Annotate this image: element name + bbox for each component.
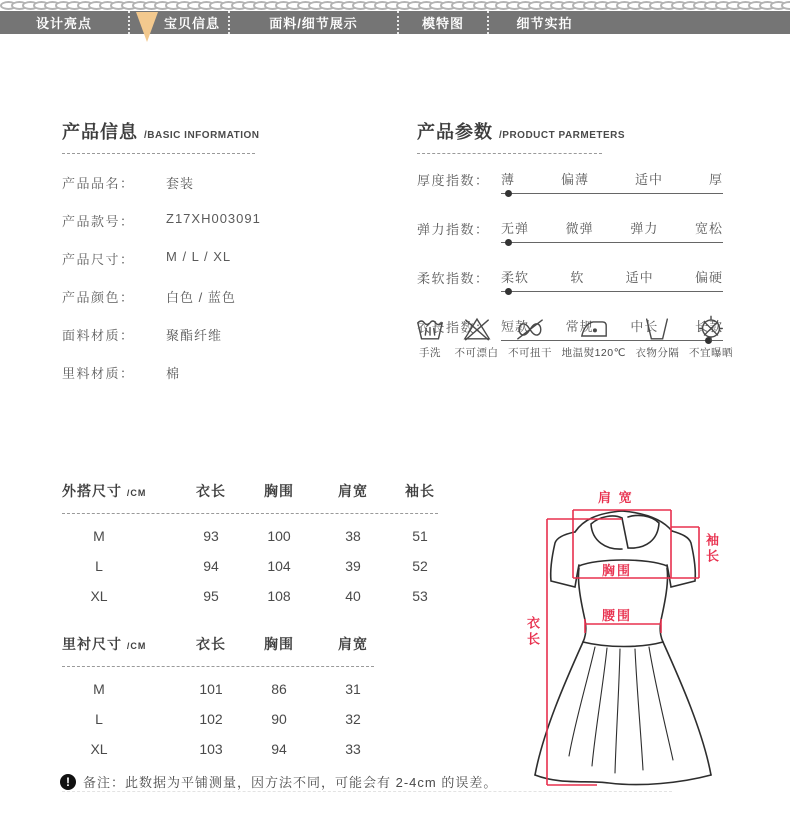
measurement-note xyxy=(60,772,497,791)
no-sun-icon xyxy=(696,315,726,342)
info-row-lining-fabric: 里料材质： 棉 xyxy=(62,366,181,381)
bust-label: 胸围 xyxy=(602,563,633,578)
col-header: 胸围 xyxy=(264,636,294,652)
tab-label: 宝贝信息 xyxy=(163,16,220,31)
divider xyxy=(417,153,602,154)
parameters-title: 产品参数 /PRODUCT PARMETERS xyxy=(417,122,626,142)
elasticity-gauge: 无弹 微弹 弹力 宽松 xyxy=(501,218,723,252)
parameters-subtitle: /PRODUCT PARMETERS xyxy=(499,130,626,141)
thickness-index-row: 厚度指数： 薄 偏薄 适中 厚 xyxy=(417,169,729,203)
thickness-gauge: 薄 偏薄 适中 厚 xyxy=(501,169,723,203)
sleeve-length-label: 袖长 xyxy=(704,533,719,565)
bottom-divider xyxy=(62,791,672,792)
info-row-shell-fabric: 面料材质： 聚酯纤维 xyxy=(62,328,223,343)
length-index-row: 衣长指数： 短款 常规 中长 长款 xyxy=(417,316,729,350)
length-gauge: 短款 常规 中长 长款 xyxy=(501,316,723,350)
tab-model-photos[interactable] xyxy=(397,11,487,34)
table-row: L 102 90 32 xyxy=(95,711,361,727)
tab-label: 面料/细节展示 xyxy=(269,16,358,31)
tab-label: 细节实拍 xyxy=(516,16,573,31)
tab-product-info[interactable] xyxy=(128,11,228,34)
col-header: 衣长 xyxy=(196,483,226,499)
lining-size-table xyxy=(62,634,452,757)
table-row: M 93 100 38 51 xyxy=(93,528,428,544)
col-header: 胸围 xyxy=(264,483,294,499)
divider xyxy=(62,666,374,667)
shoulder-width-label: 肩 宽 xyxy=(598,490,634,505)
outer-garment-size-table xyxy=(62,481,452,604)
table-row: XL 95 108 40 53 xyxy=(90,588,428,604)
waist-label: 腰围 xyxy=(602,608,633,623)
table-title: 里衬尺寸 /CM xyxy=(62,636,147,652)
tab-design-highlights[interactable] xyxy=(0,11,128,34)
tab-detail-shots[interactable] xyxy=(487,11,600,34)
elasticity-index-row: 弹力指数： 无弹 微弹 弹力 宽松 xyxy=(417,218,729,252)
tab-fabric-details[interactable] xyxy=(228,11,397,34)
size-tables xyxy=(62,481,452,787)
table-row: XL 103 94 33 xyxy=(90,741,361,757)
tab-label: 设计亮点 xyxy=(35,16,92,31)
dress-measurement-diagram xyxy=(495,470,755,800)
hand-wash-icon xyxy=(415,315,445,342)
separate-wash-icon xyxy=(642,315,672,342)
softness-index-row: 柔软指数： 柔软 软 适中 偏硬 xyxy=(417,267,729,301)
divider xyxy=(62,153,255,154)
col-header: 肩宽 xyxy=(338,483,368,499)
col-header: 肩宽 xyxy=(338,636,368,652)
gauge-dot xyxy=(505,190,512,197)
exclamation-icon: ! xyxy=(60,774,76,790)
info-row-name: 产品品名： 套装 xyxy=(62,176,195,191)
divider xyxy=(62,513,438,514)
care-separate-wash: 衣物分隔 xyxy=(635,315,679,360)
info-row-style-number: 产品款号： Z17XH003091 xyxy=(62,211,261,229)
care-instructions xyxy=(415,315,733,360)
section-nav-bar xyxy=(0,11,790,34)
table-row: M 101 86 31 xyxy=(93,681,361,697)
care-no-wring: 不可扭干 xyxy=(508,315,552,360)
info-row-colors: 产品颜色： 白色 / 蓝色 xyxy=(62,290,236,305)
basic-info-title: 产品信息 /BASIC INFORMATION xyxy=(62,122,260,142)
care-low-iron: 地温熨120℃ xyxy=(562,315,626,360)
active-tab-arrow-icon xyxy=(136,12,158,42)
nav-filler xyxy=(600,11,790,34)
softness-gauge: 柔软 软 适中 偏硬 xyxy=(501,267,723,301)
tab-label: 模特图 xyxy=(421,16,464,31)
table-row: L 94 104 39 52 xyxy=(95,558,428,574)
care-hand-wash: 手洗 xyxy=(415,315,445,360)
no-wring-icon xyxy=(515,315,545,342)
care-no-bleach: 不可漂白 xyxy=(455,315,499,360)
info-row-sizes: 产品尺寸： M / L / XL xyxy=(62,249,232,267)
gauge-dot xyxy=(505,239,512,246)
no-bleach-icon xyxy=(462,315,492,342)
basic-info-section xyxy=(62,118,392,382)
low-iron-icon xyxy=(579,315,609,342)
care-no-sun: 不宜曝晒 xyxy=(689,315,733,360)
basic-info-subtitle: /BASIC INFORMATION xyxy=(144,130,260,141)
col-header: 衣长 xyxy=(196,636,226,652)
table-title: 外搭尺寸 /CM xyxy=(62,483,147,499)
gauge-dot xyxy=(505,288,512,295)
col-header: 袖长 xyxy=(405,483,435,499)
note-text: 备注：此数据为平铺测量，因方法不同，可能会有 2-4cm 的误差。 xyxy=(83,775,498,790)
garment-length-label: 衣长 xyxy=(525,616,540,648)
